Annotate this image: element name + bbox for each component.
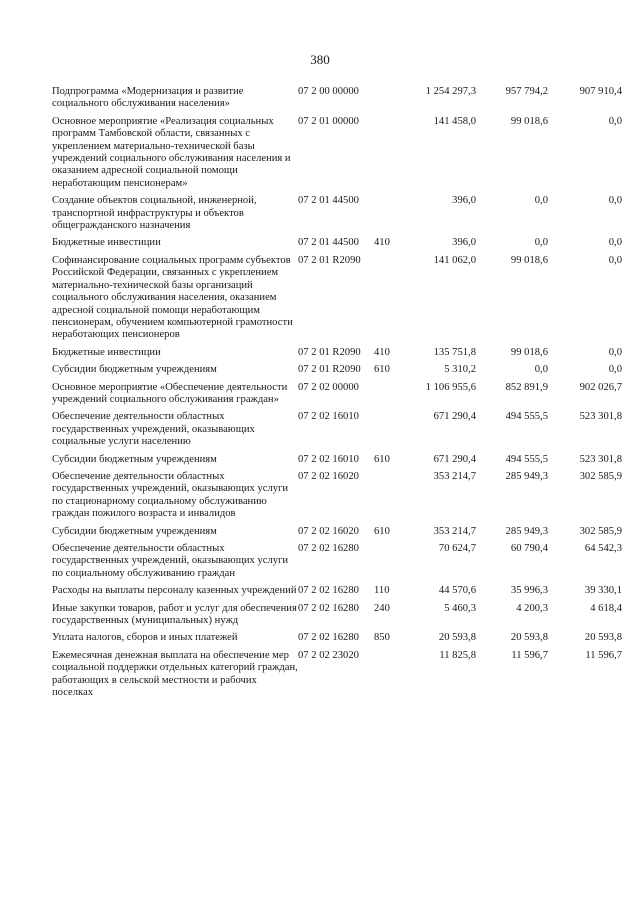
- table-row: [52, 632, 622, 649]
- row-year1-amount-cell: 1 106 955,6: [425, 381, 476, 393]
- row-year2-amount-cell: 0,0: [534, 195, 548, 207]
- row-expense-type-cell: 240: [374, 602, 390, 614]
- row-year3-amount-cell: 20 593,8: [584, 632, 622, 644]
- row-code-cell: 07 2 02 16280: [298, 543, 359, 554]
- row-year3-amount-cell: 64 542,3: [584, 543, 622, 554]
- row-name-cell: Иные закупки товаров, работ и услуг для обеспечения государственных (муниципальных) нужд: [52, 602, 297, 627]
- row-code-cell: 07 2 01 R2090: [298, 254, 361, 266]
- row-year3-amount-cell: 0,0: [608, 195, 622, 207]
- row-expense-type-cell: [374, 255, 394, 347]
- table-row: [52, 454, 622, 471]
- row-year2-amount-cell: 35 996,3: [510, 585, 548, 597]
- row-year2-amount-cell: 494 555,5: [505, 453, 548, 465]
- row-expense-type-cell: 410: [374, 237, 390, 249]
- row-name-cell: Обеспечение деятельности областных государственных учреждений, оказывающих социальные услуги населению: [52, 411, 255, 448]
- row-year2-amount-cell: 285 949,3: [505, 470, 548, 482]
- row-code-cell: 07 2 02 16280: [298, 585, 359, 597]
- row-year1-amount-cell: 671 290,4: [433, 453, 476, 465]
- row-year1-amount-cell: 141 458,0: [433, 115, 476, 127]
- row-year3-amount-cell: 4 618,4: [590, 602, 622, 614]
- table-row: [52, 543, 622, 585]
- row-code-cell: 07 2 01 R2090: [298, 346, 361, 358]
- row-year1-amount-cell: 1 254 297,3: [425, 86, 476, 97]
- row-year3-amount-cell: 0,0: [608, 115, 622, 127]
- row-year2-amount-cell: 99 018,6: [510, 254, 548, 266]
- table-row: [52, 411, 622, 453]
- row-expense-type-cell: 410: [374, 346, 390, 358]
- row-code-cell: 07 2 02 16280: [298, 632, 359, 644]
- row-name-cell: Бюджетные инвестиции: [52, 346, 161, 358]
- row-code-cell: 07 2 01 R2090: [298, 364, 361, 376]
- row-expense-type-cell: 850: [374, 632, 390, 644]
- row-expense-type-cell: [374, 411, 394, 453]
- row-expense-type-cell: 610: [374, 453, 390, 465]
- row-year1-amount-cell: 353 214,7: [433, 525, 476, 537]
- row-year1-amount-cell: 671 290,4: [433, 411, 476, 423]
- row-year1-amount-cell: 141 062,0: [433, 254, 476, 266]
- row-name-cell: Основное мероприятие «Реализация социальных программ Тамбовской области, связанных с укреплением материально-технической базы учреждений социального обслуживания населения и оказанием адресной социальной помощи неработающим пенсионерам»: [52, 115, 291, 189]
- table-row: [52, 364, 622, 381]
- row-year1-amount-cell: 396,0: [452, 237, 476, 249]
- row-code-cell: 07 2 00 00000: [298, 86, 359, 97]
- row-year2-amount-cell: 957 794,2: [505, 86, 548, 97]
- table-row: [52, 237, 622, 254]
- row-name-cell: Основное мероприятие «Обеспечение деятельности учреждений социального обслуживания граждан»: [52, 381, 288, 405]
- row-code-cell: 07 2 02 00000: [298, 381, 359, 393]
- row-name-cell: Субсидии бюджетным учреждениям: [52, 364, 217, 376]
- row-code-cell: 07 2 01 44500: [298, 237, 359, 249]
- row-year2-amount-cell: 20 593,8: [510, 632, 548, 644]
- row-year2-amount-cell: 852 891,9: [505, 381, 548, 393]
- table-row: [52, 526, 622, 543]
- table-row: [52, 585, 622, 602]
- row-code-cell: 07 2 02 16010: [298, 411, 359, 423]
- row-year1-amount-cell: 5 310,2: [444, 364, 476, 376]
- row-expense-type-cell: [374, 195, 394, 237]
- row-year1-amount-cell: 70 624,7: [438, 543, 476, 554]
- row-year3-amount-cell: 902 026,7: [579, 381, 622, 393]
- row-year2-amount-cell: 60 790,4: [510, 543, 548, 554]
- row-expense-type-cell: [374, 382, 394, 412]
- row-expense-type-cell: 610: [374, 364, 390, 376]
- table-row: [52, 471, 622, 526]
- row-code-cell: 07 2 01 44500: [298, 195, 359, 207]
- row-year2-amount-cell: 0,0: [534, 364, 548, 376]
- row-year1-amount-cell: 135 751,8: [433, 346, 476, 358]
- row-expense-type-cell: 110: [374, 585, 390, 597]
- row-name-cell: Уплата налогов, сборов и иных платежей: [52, 632, 238, 644]
- row-year1-amount-cell: 44 570,6: [438, 585, 476, 597]
- page-number: 380: [310, 52, 330, 67]
- row-name-cell: Расходы на выплаты персоналу казенных учреждений: [52, 585, 297, 597]
- row-year3-amount-cell: 302 585,9: [579, 525, 622, 537]
- table-row: [52, 382, 622, 412]
- row-name-cell: Обеспечение деятельности областных государственных учреждений, оказывающих услуги по социальному обслуживанию граждан: [52, 543, 289, 579]
- row-year3-amount-cell: 0,0: [608, 346, 622, 358]
- table-row: [52, 255, 622, 347]
- row-code-cell: 07 2 02 16020: [298, 525, 359, 537]
- row-year2-amount-cell: 99 018,6: [510, 115, 548, 127]
- table-row: [52, 86, 622, 116]
- budget-table-body: [52, 86, 622, 704]
- row-name-cell: Бюджетные инвестиции: [52, 237, 161, 249]
- row-name-cell: Создание объектов социальной, инженерной, транспортной инфраструктуры и объектов общегражданского назначения: [52, 195, 257, 232]
- row-code-cell: 07 2 01 00000: [298, 115, 359, 127]
- table-row: [52, 195, 622, 237]
- row-year3-amount-cell: 0,0: [608, 254, 622, 266]
- row-expense-type-cell: [374, 471, 394, 526]
- table-row: [52, 603, 622, 633]
- row-year3-amount-cell: 11 596,7: [585, 649, 622, 661]
- row-expense-type-cell: [374, 86, 394, 116]
- row-name-cell: Подпрограмма «Модернизация и развитие социального обслуживания населения»: [52, 86, 244, 110]
- row-year1-amount-cell: 11 825,8: [439, 649, 476, 661]
- row-year1-amount-cell: 5 460,3: [444, 602, 476, 614]
- row-expense-type-cell: [374, 650, 394, 705]
- row-year3-amount-cell: 302 585,9: [579, 470, 622, 482]
- row-year1-amount-cell: 396,0: [452, 195, 476, 207]
- row-name-cell: Софинансирование социальных программ субъектов Российской Федерации, связанных с укреплением материально-технической базы организаций социального обслуживания населения, оказанием адресной социальной помощи неработающим пенсионерам, обучением компьютерной грамотности неработающих пенсионеров: [52, 254, 293, 341]
- row-expense-type-cell: 610: [374, 525, 390, 537]
- row-year2-amount-cell: 285 949,3: [505, 525, 548, 537]
- row-year2-amount-cell: 4 200,3: [516, 602, 548, 614]
- row-name-cell: Ежемесячная денежная выплата на обеспечение мер социальной поддержки отдельных категорий граждан, работающих в сельской местности и рабочих поселках: [52, 649, 298, 699]
- row-expense-type-cell: [374, 543, 394, 585]
- row-year2-amount-cell: 0,0: [534, 237, 548, 249]
- table-row: [52, 116, 622, 195]
- row-year2-amount-cell: 99 018,6: [510, 346, 548, 358]
- row-year1-amount-cell: 20 593,8: [438, 632, 476, 644]
- row-code-cell: 07 2 02 16280: [298, 602, 359, 614]
- budget-table: [52, 86, 622, 704]
- row-code-cell: 07 2 02 16020: [298, 470, 359, 482]
- row-year3-amount-cell: 523 301,8: [579, 453, 622, 465]
- row-year2-amount-cell: 494 555,5: [505, 411, 548, 423]
- row-year3-amount-cell: 39 330,1: [584, 585, 622, 597]
- row-year3-amount-cell: 0,0: [608, 364, 622, 376]
- row-code-cell: 07 2 02 16010: [298, 453, 359, 465]
- row-code-cell: 07 2 02 23020: [298, 649, 359, 661]
- row-expense-type-cell: [374, 116, 394, 195]
- table-row: [52, 650, 622, 705]
- row-year3-amount-cell: 0,0: [608, 237, 622, 249]
- table-row: [52, 347, 622, 364]
- row-year3-amount-cell: 907 910,4: [579, 86, 622, 97]
- row-name-cell: Субсидии бюджетным учреждениям: [52, 525, 217, 537]
- row-year1-amount-cell: 353 214,7: [433, 470, 476, 482]
- row-name-cell: Субсидии бюджетным учреждениям: [52, 453, 217, 465]
- row-year2-amount-cell: 11 596,7: [511, 649, 548, 661]
- row-year3-amount-cell: 523 301,8: [579, 411, 622, 423]
- row-name-cell: Обеспечение деятельности областных государственных учреждений, оказывающих услуги по стационарному социальному обслуживанию граждан пожилого возраста и инвалидов: [52, 470, 289, 520]
